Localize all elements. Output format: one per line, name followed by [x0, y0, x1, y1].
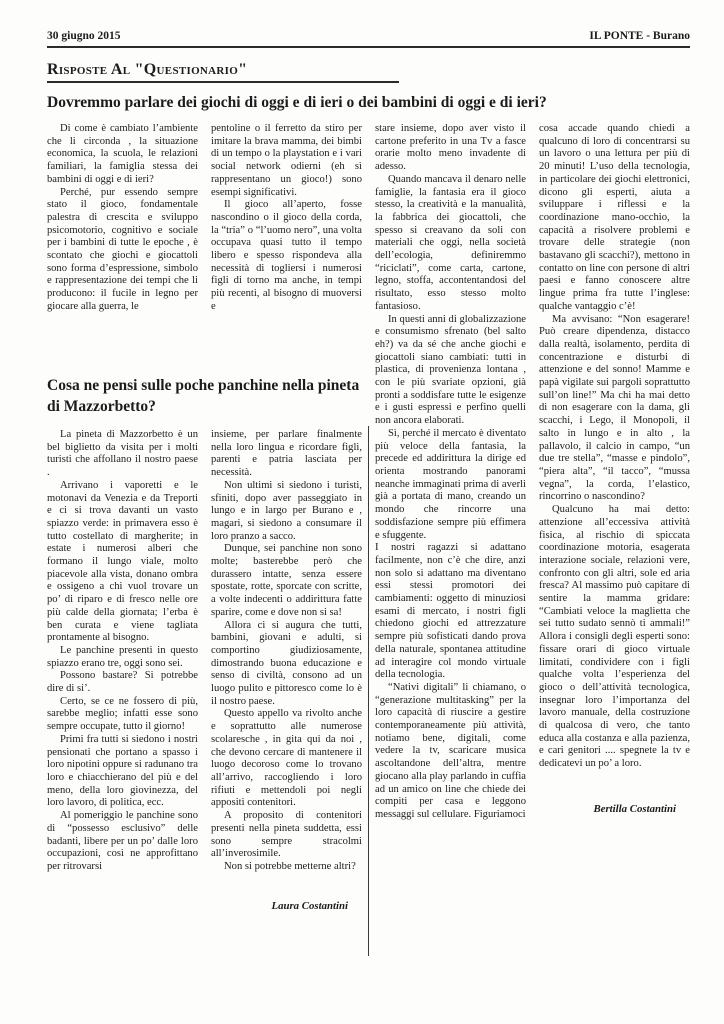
- article2-column-2: [211, 429, 362, 912]
- paragraph: Sì, perché il mercato è diventato più veloce della fantasia, la precede ed addirittura la dirige ed orienta mostrando panorami neanche immaginati prima di averli già a portata di mano, creando un mondo che rincorre una soddisfazione sempre più effimera e sfuggente.: [375, 427, 526, 541]
- paragraph: Quando mancava il denaro nelle famiglie, la fantasia era il gioco stesso, la creatività e la manualità, la fabbrica dei giocattoli, che spesso si creavano da soli con materiali che oggi, nella società dell’ecologia, definiremmo “riciclati”, come carta, cartone, legno, stoffa, accontentandosi del risultato, esso stesso molto fantasioso.: [375, 173, 526, 312]
- paragraph: pentoline o il ferretto da stiro per imitare la brava mamma, dei bimbi di un tempo o la playstation e i vari social network odierni (eh sì rappresentano un gioco!) sono esempi significativi.: [211, 123, 362, 198]
- article1-column-3: [375, 123, 526, 912]
- paragraph: cosa accade quando chiedi a qualcuno di loro di concentrarsi su un lavoro o una lettura per più di 20 minuti! L’uso della tecnologia, in particolare dei giochi elettronici, dicono gli esperti, aiuta a sviluppare i riflessi e la coordinazione mano-occhio, la capacità a risolvere problemi e trovare delle strategie (non bastavano gli scacchi?), mettono in contatto on line con persone di altri paesi e fanno conoscere altre lingue prima fra tutte l’inglese: qualche vantaggio c’è!: [539, 123, 690, 312]
- paragraph: Il gioco all’aperto, fosse nascondino o il gioco della corda, la “tria” o “l’uomo nero”, una volta occupava quasi tutto il tempo libero e spesso rispondeva alla necessità di togliersi i numerosi figli di torno ma anche, in tempi più recenti, al bisogno di muoversi e: [211, 199, 362, 312]
- paragraph: Certo, se ce ne fossero di più, sarebbe meglio; infatti esse sono sempre occupate, tutto il giorno!: [47, 695, 198, 733]
- article2-author-signature: Laura Costantini: [271, 899, 348, 912]
- page-content: [47, 123, 690, 912]
- paragraph: Le panchine presenti in questo spiazzo erano tre, oggi sono sei.: [47, 644, 198, 669]
- paragraph: Qualcuno ha mai detto: attenzione all’eccessiva attività fisica, al rischio di spiccata coordinazione motoria, esagerata interazione sociale, relazioni vere, confronto con gli altri, sole ed aria fresca? Al massimo può capitare di sentire la mamma gridare: “Cambiati veloce la maglietta che sei tutto sudato sennò ti ammali!” Allora i consigli degli esperti sono: fissare orari di gioco virtuale limitati, condividere con i figli qualche volta l’esperienza del gioco o dell’attività tecnologica, insegnar loro l’importanza del lavoro manuale, della costruzione di qualcosa di vero, che tanto educa alla costanza e alla pazienza, e cari genitori .... spegnete la tv e dedicatevi un po’ a loro.: [539, 504, 690, 770]
- paragraph: A proposito di contenitori presenti nella pineta suddetta, essi sono sempre stracolmi all’inverosimile.: [211, 810, 362, 860]
- article1-column-2: [211, 123, 362, 367]
- article1-author-signature: Bertilla Costantini: [593, 802, 676, 815]
- paragraph: Di come è cambiato l’ambiente che li circonda , la situazione economica, la scuola, le relazioni familiari, la famiglia stessa dei bambini di oggi e di ieri?: [47, 123, 198, 185]
- paragraph: “Nativi digitali” li chiamano, o “generazione multitasking” per la loro capacità di riuscire a gestire contemporaneamente più attività, notiamo bene, digitali, come vedere la tv, scaricare musica ascoltandone dell’altra, mentre giocano alla play parlando in cuffia ad un amico on line che chiede dei compiti per casa e leggono messaggi sul cellulare. Figuriamoci: [375, 681, 526, 820]
- masthead: IL PONTE - Burano: [589, 30, 690, 42]
- paragraph: Allora ci si augura che tutti, bambini, giovani e adulti, si comportino giudiziosamente, dimostrando buona educazione e senso di civiltà, consono ad un luogo pulito e pittoresco come lo è il nostro paese.: [211, 619, 362, 707]
- article1-column-1: [47, 123, 198, 367]
- article1-headline: Dovremmo parlare dei giochi di oggi e di ieri o dei bambini di oggi e di ieri?: [47, 94, 547, 111]
- paragraph: Dunque, sei panchine non sono molte; basterebbe però che durassero intatte, senza essere spostate, rotte, sporcate con scritte, a volte indecenti o addirittura fatte sparire, come e dove non si sa!: [211, 543, 362, 618]
- article2-headline: Cosa ne pensi sulle poche panchine nella pineta di Mazzorbetto?: [47, 377, 360, 415]
- paragraph: Possono bastare? Si potrebbe dire di si’.: [47, 670, 198, 695]
- section-title: Risposte Al "Questionario": [47, 61, 399, 83]
- column-divider-rule: [368, 426, 369, 956]
- paragraph: La pineta di Mazzorbetto è un bel biglietto da visita per i molti turisti che affollano il nostro paese .: [47, 429, 198, 479]
- issue-date: 30 giugno 2015: [47, 30, 121, 42]
- paragraph: stare insieme, dopo aver visto il cartone preferito in una Tv a fasce orarie molto meno invadente di adesso.: [375, 123, 526, 173]
- paragraph: insieme, per parlare finalmente nella loro lingua e ricordare figli, parenti e patria lasciata per necessità.: [211, 429, 362, 479]
- paragraph: I nostri ragazzi si adattano facilmente, non c’è che dire, anzi non solo si adattano ma diventano essi stessi promotori dei cambiamenti: oggetto di minuziosi esami di mercato, i nostri figli chiedono giochi ed attrezzature sempre più sofisticati dando prova della naturale, spontanea attitudine ad interagire col mondo virtuale della tecnologia.: [375, 542, 526, 681]
- article2-columns: [47, 429, 362, 912]
- paragraph: Non si potrebbe metterne altri?: [224, 860, 356, 872]
- paragraph: Primi fra tutti si siedono i nostri pensionati che portano a spasso i loro nipotini oppure si radunano tra loro e chiacchierano del più e del meno, della loro giovinezza, del loro lavoro, di politica, ecc.: [47, 733, 198, 809]
- paragraph: Perché, pur essendo sempre stato il gioco, fondamentale palestra di crescita e sviluppo psicomotorio, cognitivo e sociale per i bambini di tutte le epoche , è scontato che giochi e giocattoli sono forma d’espressione, simbolo e rappresentazione dei tempi che li producono: il fucile in legno per giocare alla guerra, le: [47, 186, 198, 312]
- article2-column-1: [47, 429, 198, 912]
- page-header: [47, 30, 690, 48]
- article1-column-4: [539, 123, 690, 912]
- paragraph: In questi anni di globalizzazione e consumismo sfrenato (bel salto eh?) va da sé che anche giochi e giocattoli siano cambiati: tutti in plastica, di provenienza lontana , con le più svariate opzioni, già pronti a soddisfare tutte le esigenze e i gusti espressi e perfino quelli non ancora elaborati.: [375, 313, 526, 427]
- paragraph: Ma avvisano: “Non esagerare! Può creare dipendenza, distacco dalla realtà, isolamento, perdita di concentrazione e disturbi di attenzione e del sonno! Mamme e papà vigilate sui pargoli soprattutto sull’on line!” Ma chi ha mai detto di non esagerare con la dama, gli scacchi, i Lego, il Monopoli, il salto in lungo e in alto , la pallavolo, il calcio in campo, “un due tre stella”, “masse e pindolo”, “piera alta”, “il tacco”, “mussa vegna”, la corda, l’elastico, rincorrino o nascondino?: [539, 313, 690, 503]
- paragraph: Arrivano i vaporetti e le motonavi da Venezia e da Treporti e ci si trova davanti un vasto spiazzo verde: in primavera esso è tutto costellato di margherite; in estate i numerosi alberi che formano il lungo viale, molto piacevole alla vista, donano ombra e ossigeno a chi vuol trovare un po’ di riparo e di fresco nelle ore più calde della giornata; l’erba è ben curata e viene tagliata prontamente al bisogno.: [47, 479, 198, 644]
- paragraph: Non ultimi si siedono i turisti, sfiniti, dopo aver passeggiato in lungo e in largo per Burano e , magari, si siedono a consumare il loro pranzo a sacco.: [211, 479, 362, 542]
- left-region: [47, 123, 362, 912]
- article1-top-columns: [47, 123, 362, 367]
- paragraph: Al pomeriggio le panchine sono di “possesso esclusivo” delle badanti, libere per un po’ dalle loro occupazioni, così ne approfittano per ritrovarsi: [47, 810, 198, 872]
- paragraph: Questo appello va rivolto anche e soprattutto alle numerose scolaresche , in gita qui da noi , che devono cercare di mantenere il luogo decoroso come lo trovano all’arrivo, raccogliendo i loro rifiuti e mettendoli poi negli appositi contenitori.: [211, 708, 362, 809]
